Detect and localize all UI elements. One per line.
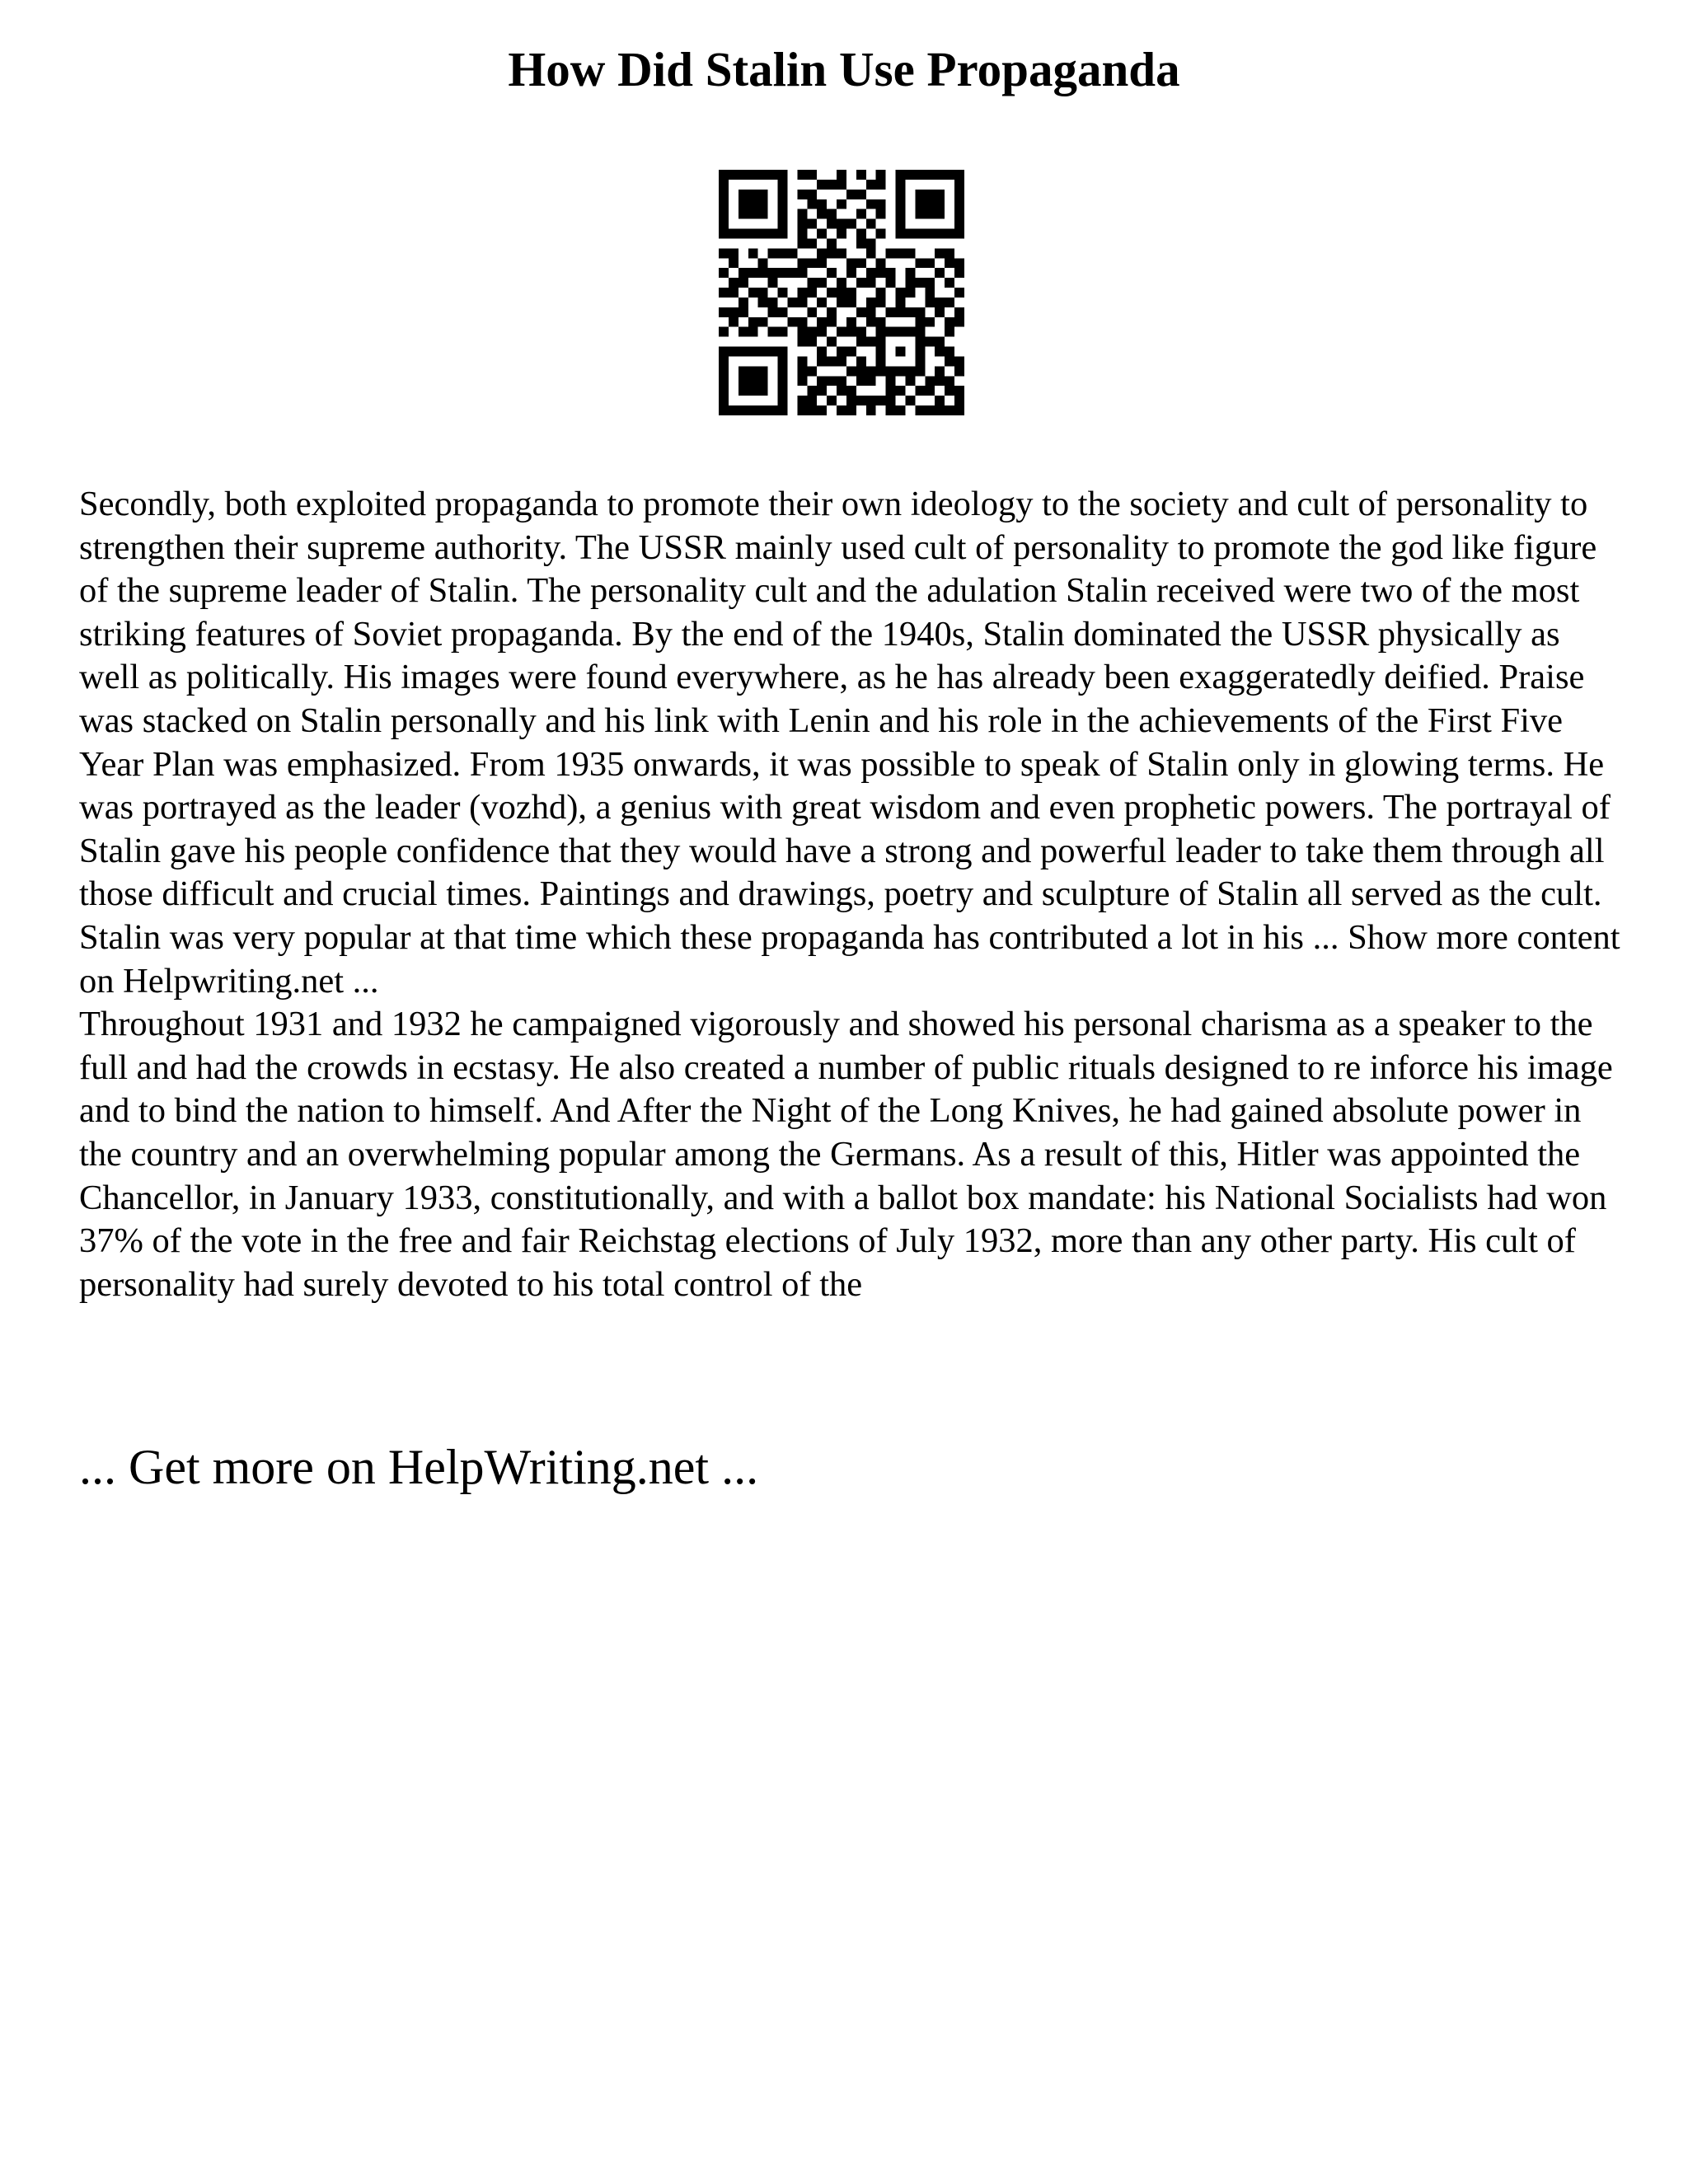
page-title: How Did Stalin Use Propaganda [508, 42, 1180, 96]
paragraph-stalin: Secondly, both exploited propaganda to promote their own ideology to the society and cult of personality to strengthen their supreme authority. The USSR mainly used cult of personality to promote the god like figure of the supreme leader of Stalin. The personality cult and the adulation Stalin received were two of the most striking features of Soviet propaganda. By the end of the 1940s, Stalin dominated the USSR physically as well as politically. His images were found everywhere, as he has already been exaggeratedly deified. Praise was stacked on Stalin personally and his link with Lenin and his role in the achievements of the First Five Year Plan was emphasized. From 1935 onwards, it was possible to speak of Stalin only in glowing terms. He was portrayed as the leader (vozhd), a genius with great wisdom and even prophetic powers. The portrayal of Stalin gave his people confidence that they would have a strong and powerful leader to take them through all those difficult and crucial times. Paintings and drawings, poetry and sculpture of Stalin all served as the cult. Stalin was very popular at that time which these propaganda has contributed a lot in his ... Show more content on Helpwriting.net ... [79, 485, 1620, 1001]
article-body [79, 483, 1629, 1306]
get-more-link[interactable]: ... Get more on HelpWriting.net ... [79, 1440, 759, 1494]
qr-code-icon [719, 170, 964, 415]
paragraph-hitler: Throughout 1931 and 1932 he campaigned vigorously and showed his personal charisma as a speaker to the full and had the crowds in ecstasy. He also created a number of public rituals designed to re inforce his image and to bind the nation to himself. And After the Night of the Long Knives, he had gained absolute power in the country and an overwhelming popular among the Germans. As a result of this, Hitler was appointed the Chancellor, in January 1933, constitutionally, and with a ballot box mandate: his National Socialists had won 37% of the vote in the free and fair Reichstag elections of July 1932, more than any other party. His cult of personality had surely devoted to his total control of the [79, 1005, 1613, 1304]
qr-code-graphic [719, 170, 964, 415]
qr-code-modules [719, 170, 964, 415]
